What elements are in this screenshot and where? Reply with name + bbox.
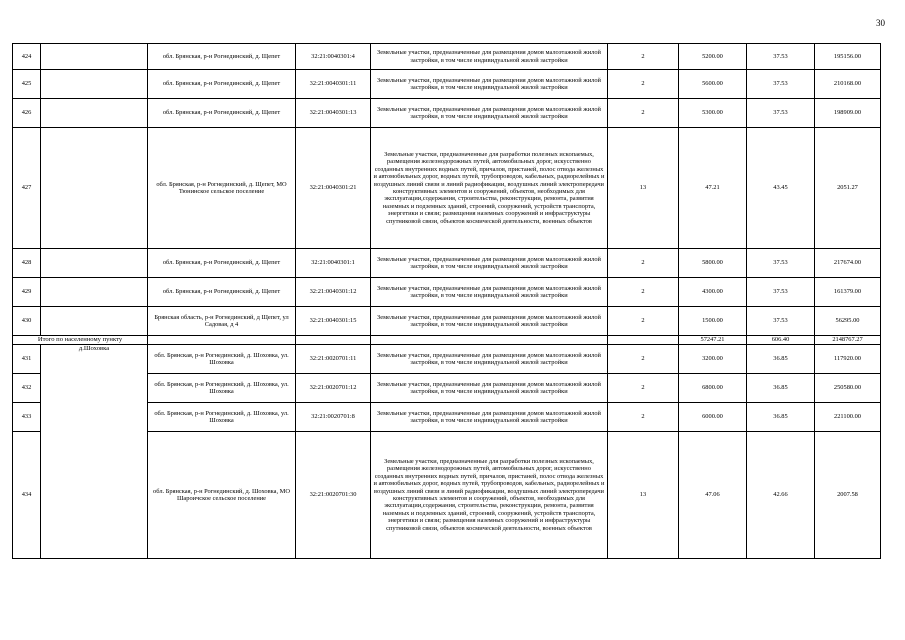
price-cell: 43.45 — [747, 128, 815, 249]
area-cell: 5200.00 — [679, 44, 747, 70]
total-cell: 117920.00 — [815, 345, 881, 374]
subtotal-row — [13, 336, 881, 345]
price-cell: 37.53 — [747, 278, 815, 307]
cadastral-number: 32:21:0040301:4 — [296, 44, 371, 70]
row-number: 432 — [13, 374, 41, 403]
group-number: 2 — [608, 99, 679, 128]
settlement-name: д.Шоховка — [41, 345, 148, 559]
subtotal-section — [13, 336, 881, 345]
subtotal-empty-cell — [148, 336, 296, 345]
page-number: 30 — [876, 18, 885, 28]
table-row — [13, 249, 881, 278]
row-number: 430 — [13, 307, 41, 336]
group-number: 2 — [608, 374, 679, 403]
row-number: 431 — [13, 345, 41, 374]
area-cell: 5300.00 — [679, 99, 747, 128]
group-number: 13 — [608, 128, 679, 249]
settlement-cell — [41, 249, 148, 278]
area-cell: 4300.00 — [679, 278, 747, 307]
address-cell: обл. Брянская, р-н Рогнединский, д. Щепет, МО Тюнинское сельское поселение — [148, 128, 296, 249]
row-number: 425 — [13, 70, 41, 99]
cadastral-number: 32:21:0020701:8 — [296, 403, 371, 432]
area-cell: 6800.00 — [679, 374, 747, 403]
group-number: 13 — [608, 432, 679, 559]
settlement-cell — [41, 44, 148, 70]
total-cell: 2007.58 — [815, 432, 881, 559]
total-cell: 210168.00 — [815, 70, 881, 99]
total-cell: 2051.27 — [815, 128, 881, 249]
address-cell: обл. Брянская, р-н Рогнединский, д. Шоховка, ул. Шоховка — [148, 374, 296, 403]
cadastral-number: 32:21:0040301:12 — [296, 278, 371, 307]
price-cell: 37.53 — [747, 70, 815, 99]
table-row — [13, 278, 881, 307]
subtotal-label: Итого по населенному пункту — [13, 336, 148, 345]
row-number: 426 — [13, 99, 41, 128]
cadastral-number: 32:21:0040301:15 — [296, 307, 371, 336]
cadastral-number: 32:21:0020701:30 — [296, 432, 371, 559]
settlement-cell — [41, 307, 148, 336]
area-cell: 47.06 — [679, 432, 747, 559]
area-cell: 1500.00 — [679, 307, 747, 336]
table-body-section-a — [13, 44, 881, 336]
price-cell: 37.53 — [747, 307, 815, 336]
table-row — [13, 70, 881, 99]
cadastral-number: 32:21:0040301:21 — [296, 128, 371, 249]
subtotal-empty-cell — [371, 336, 608, 345]
subtotal-total: 2148767.27 — [815, 336, 881, 345]
cadastral-number: 32:21:0040301:1 — [296, 249, 371, 278]
address-cell: обл. Брянская, р-н Рогнединский, д. Щепет — [148, 278, 296, 307]
land-use-description: Земельные участки, предназначенные для размещения домов малоэтажной жилой застройки, в том числе индивидуальной жилой застройки — [371, 403, 608, 432]
group-number: 2 — [608, 345, 679, 374]
total-cell: 198909.00 — [815, 99, 881, 128]
price-cell: 37.53 — [747, 249, 815, 278]
table-row — [13, 44, 881, 70]
total-cell: 221100.00 — [815, 403, 881, 432]
price-cell: 36.85 — [747, 345, 815, 374]
price-cell: 42.66 — [747, 432, 815, 559]
row-number: 429 — [13, 278, 41, 307]
cadastral-number: 32:21:0040301:11 — [296, 70, 371, 99]
row-number: 427 — [13, 128, 41, 249]
group-number: 2 — [608, 249, 679, 278]
area-cell: 5600.00 — [679, 70, 747, 99]
table-row — [13, 128, 881, 249]
land-register-table — [12, 43, 881, 559]
table-row — [13, 307, 881, 336]
land-use-description: Земельные участки, предназначенные для размещения домов малоэтажной жилой застройки, в том числе индивидуальной жилой застройки — [371, 249, 608, 278]
address-cell: обл. Брянская, р-н Рогнединский, д. Шоховка, МО Шароичское сельское поселение — [148, 432, 296, 559]
subtotal-empty-cell — [608, 336, 679, 345]
address-cell: обл. Брянская, р-н Рогнединский, д. Шоховка, ул. Шоховка — [148, 345, 296, 374]
total-cell: 56295.00 — [815, 307, 881, 336]
address-cell: обл. Брянская, р-н Рогнединский, д. Щепет — [148, 99, 296, 128]
total-cell: 217674.00 — [815, 249, 881, 278]
row-number: 428 — [13, 249, 41, 278]
group-number: 2 — [608, 70, 679, 99]
group-number: 2 — [608, 403, 679, 432]
settlement-cell — [41, 278, 148, 307]
price-cell: 36.85 — [747, 374, 815, 403]
land-use-description: Земельные участки, предназначенные для разработки полезных ископаемых, размещения железнодорожных путей, автомобильных дорог, искусственно созданных внутренних водных путей, причалов, пристаней, полос отвода железных и автомобильных дорог, водных путей, трубопроводов, кабельных, радиорелейных и воздушных линий связи и линий радиофикации, воздушных линий электропередачи конструктивных элементов и сооружений, объектов, необходимых для эксплуатации,содержания, строительства, реконструкции, ремонта, развития наземных и подземных зданий, строений, сооружений, устройств транспорта, энергетики и связи; размещения наземных сооружений и инфраструктуры спутниковой связи, объектов космической деятельности, военных объектов — [371, 128, 608, 249]
land-use-description: Земельные участки, предназначенные для размещения домов малоэтажной жилой застройки, в том числе индивидуальной жилой застройки — [371, 278, 608, 307]
land-use-description: Земельные участки, предназначенные для размещения домов малоэтажной жилой застройки, в том числе индивидуальной жилой застройки — [371, 44, 608, 70]
table-body-section-b — [13, 345, 881, 559]
area-cell: 6000.00 — [679, 403, 747, 432]
group-number: 2 — [608, 278, 679, 307]
address-cell: обл. Брянская, р-н Рогнединский, д. Щепет — [148, 44, 296, 70]
settlement-cell — [41, 99, 148, 128]
area-cell: 47.21 — [679, 128, 747, 249]
land-use-description: Земельные участки, предназначенные для размещения домов малоэтажной жилой застройки, в том числе индивидуальной жилой застройки — [371, 307, 608, 336]
area-cell: 5800.00 — [679, 249, 747, 278]
address-cell: обл. Брянская, р-н Рогнединский, д. Шоховка, ул. Шоховка — [148, 403, 296, 432]
total-cell: 161379.00 — [815, 278, 881, 307]
price-cell: 37.53 — [747, 44, 815, 70]
subtotal-empty-cell — [296, 336, 371, 345]
group-number: 2 — [608, 307, 679, 336]
price-cell: 37.53 — [747, 99, 815, 128]
land-use-description: Земельные участки, предназначенные для размещения домов малоэтажной жилой застройки, в том числе индивидуальной жилой застройки — [371, 70, 608, 99]
price-cell: 36.85 — [747, 403, 815, 432]
cadastral-number: 32:21:0020701:11 — [296, 345, 371, 374]
subtotal-area: 57247.21 — [679, 336, 747, 345]
table-row — [13, 99, 881, 128]
row-number: 434 — [13, 432, 41, 559]
row-number: 433 — [13, 403, 41, 432]
table-row — [13, 345, 881, 374]
total-cell: 250580.00 — [815, 374, 881, 403]
land-use-description: Земельные участки, предназначенные для разработки полезных ископаемых, размещения железнодорожных путей, автомобильных дорог, искусственно созданных внутренних водных путей, причалов, пристаней, полос отвода железных и автомобильных дорог, водных путей, трубопроводов, кабельных, радиорелейных и воздушных линий связи и линий радиофикации, воздушных линий электропередачи конструктивных элементов и сооружений, объектов, необходимых для эксплуатации,содержания, строительства, реконструкции, ремонта, развития наземных и подземных зданий, строений, сооружений, устройств транспорта, энергетики и связи; размещения наземных сооружений и инфраструктуры спутниковой связи, объектов космической деятельности, военных объектов — [371, 432, 608, 559]
address-cell: обл. Брянская, р-н Рогнединский, д. Щепет — [148, 249, 296, 278]
land-use-description: Земельные участки, предназначенные для размещения домов малоэтажной жилой застройки, в том числе индивидуальной жилой застройки — [371, 374, 608, 403]
subtotal-price: 606.40 — [747, 336, 815, 345]
area-cell: 3200.00 — [679, 345, 747, 374]
row-number: 424 — [13, 44, 41, 70]
cadastral-number: 32:21:0040301:13 — [296, 99, 371, 128]
land-use-description: Земельные участки, предназначенные для размещения домов малоэтажной жилой застройки, в том числе индивидуальной жилой застройки — [371, 345, 608, 374]
land-use-description: Земельные участки, предназначенные для размещения домов малоэтажной жилой застройки, в том числе индивидуальной жилой застройки — [371, 99, 608, 128]
group-number: 2 — [608, 44, 679, 70]
settlement-cell — [41, 70, 148, 99]
settlement-cell — [41, 128, 148, 249]
address-cell: обл. Брянская, р-н Рогнединский, д. Щепет — [148, 70, 296, 99]
address-cell: Брянская область, р-н Рогнединский, д Щепет, ул Садовая, д 4 — [148, 307, 296, 336]
cadastral-number: 32:21:0020701:12 — [296, 374, 371, 403]
total-cell: 195156.00 — [815, 44, 881, 70]
